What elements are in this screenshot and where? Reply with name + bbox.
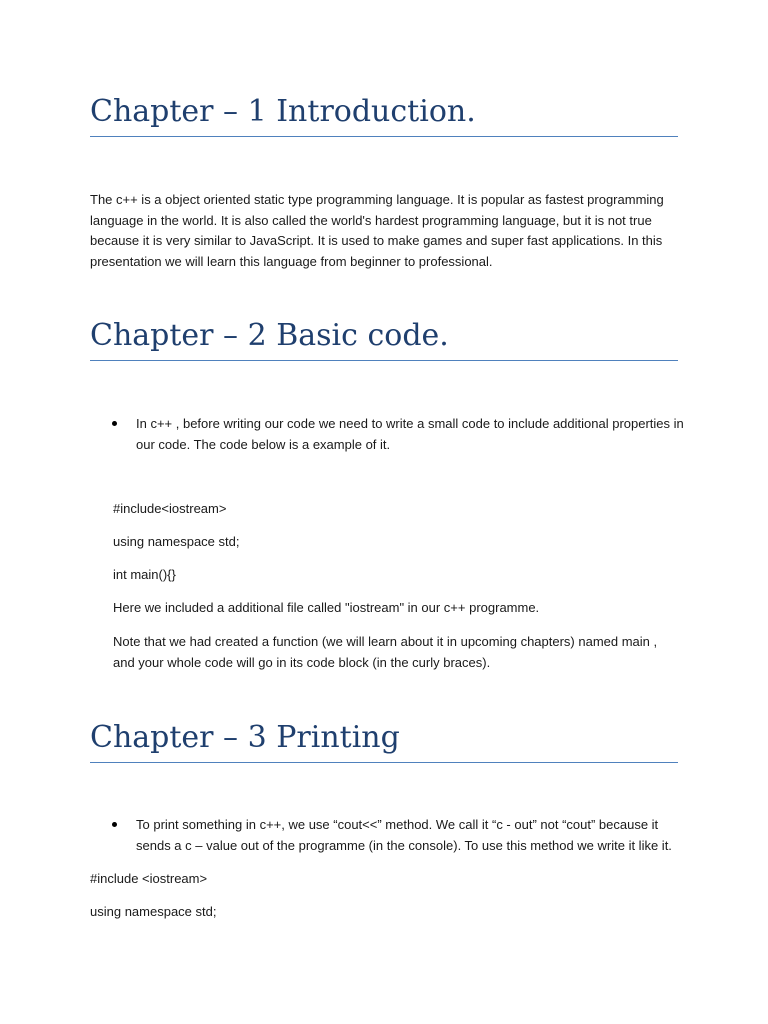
chapter-3-code-namespace: using namespace std; bbox=[90, 904, 217, 919]
note-function: Note that we had created a function (we will learn about it in upcoming chapters) named main , and your whole code will go in its code block (in the curly braces). bbox=[113, 634, 658, 670]
chapter-3-bullet-item bbox=[112, 815, 680, 857]
code-line-include: #include<iostream> bbox=[113, 501, 227, 516]
chapter-1-heading: Chapter – 1 Introduction. bbox=[90, 94, 678, 137]
chapter-1-intro-paragraph: The c++ is a object oriented static type programming language. It is popular as fastest programming language in the world. It is also called the world's hardest programming language, but it is not true because it is very similar to JavaScript. It is used to make games and super fast applications. In this presentation we will learn this language from beginner to professional. bbox=[90, 192, 664, 269]
bullet-icon bbox=[112, 421, 117, 426]
chapter-2-bullet-item bbox=[112, 414, 684, 456]
bullet-icon bbox=[112, 822, 117, 827]
chapter-3-code-include: #include <iostream> bbox=[90, 871, 208, 886]
chapter-2-bullet-text: In c++ , before writing our code we need to write a small code to include additional properties in our code. The code below is a example of it. bbox=[136, 416, 684, 452]
code-line-main: int main(){} bbox=[113, 567, 176, 582]
chapter-3-bullet-text: To print something in c++, we use “cout<<” method. We call it “c - out” not “cout” because it sends a c – value out of the programme (in the console). To use this method we write it like it. bbox=[136, 817, 672, 853]
chapter-2-heading: Chapter – 2 Basic code. bbox=[90, 318, 678, 361]
code-line-namespace: using namespace std; bbox=[113, 534, 240, 549]
chapter-3-heading: Chapter – 3 Printing bbox=[90, 720, 678, 763]
note-iostream: Here we included a additional file called "iostream" in our c++ programme. bbox=[113, 600, 540, 615]
